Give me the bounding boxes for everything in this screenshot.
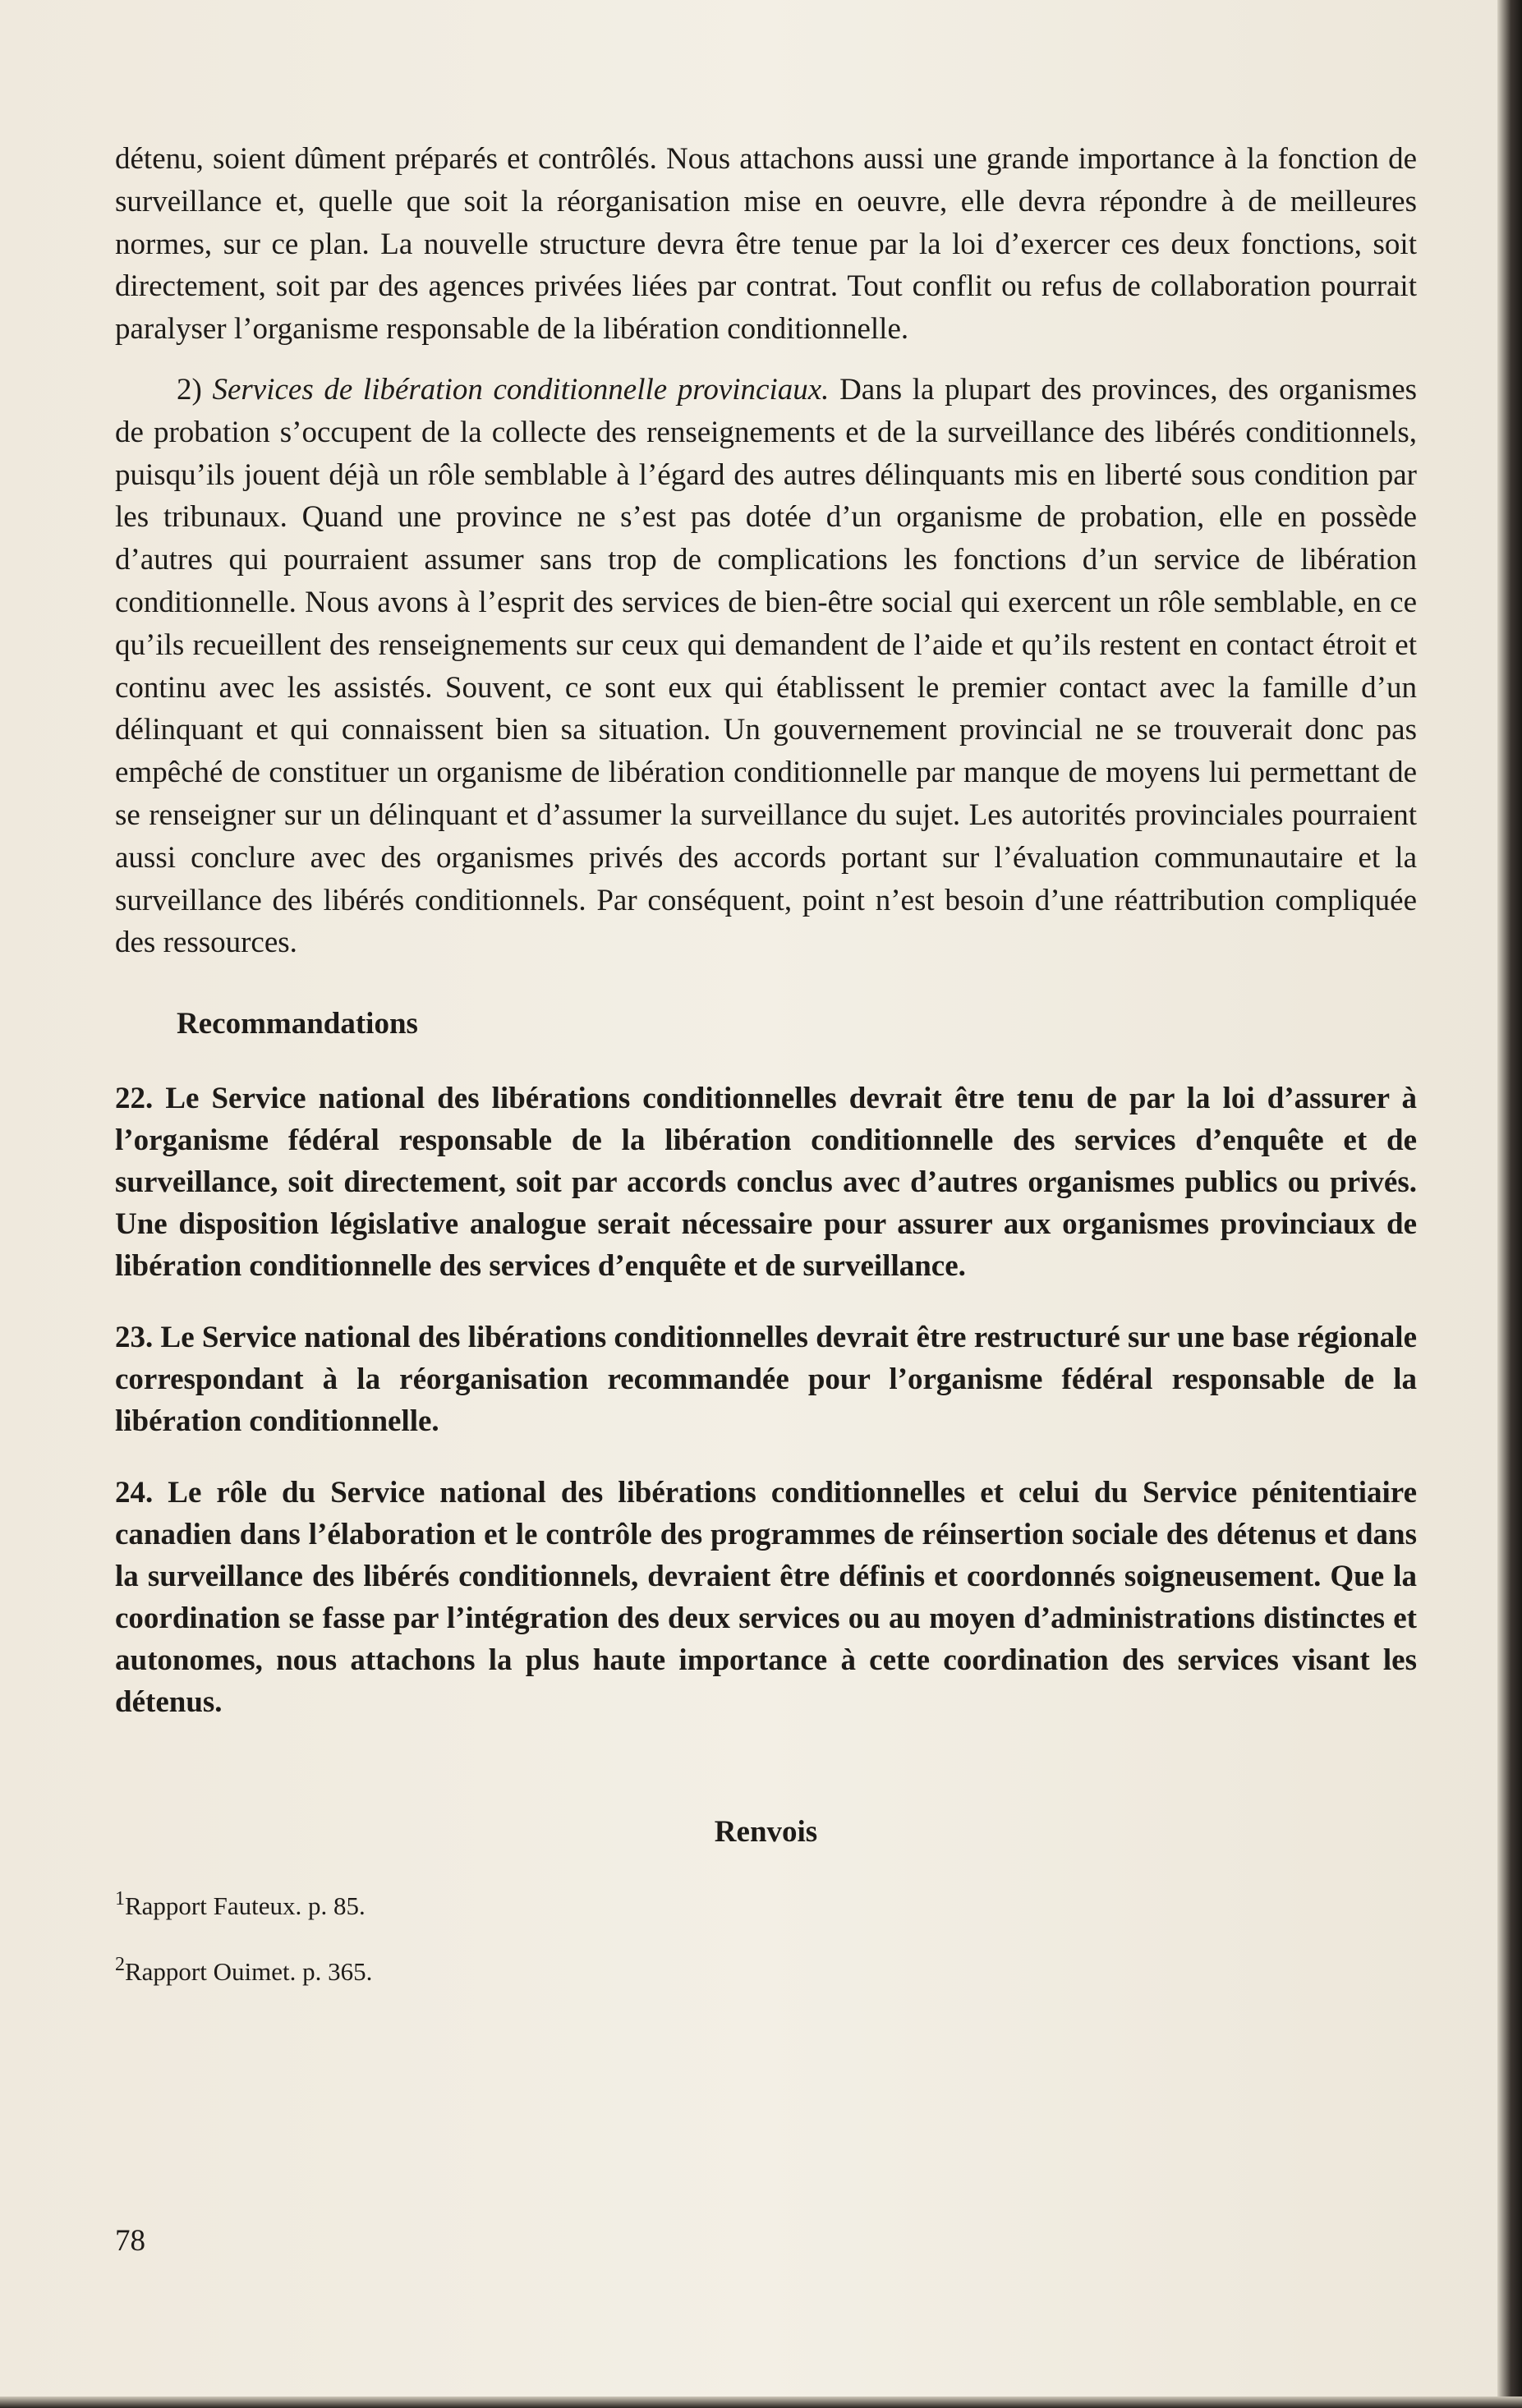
paragraph-1: détenu, soient dûment préparés et contrôlés. Nous attachons aussi une grande importance à la fonction de surveillance et, quelle que soit la réorganisation mise en oeuvre, elle devra répondre à de meilleures normes, sur ce plan. La nouvelle structure devra être tenue par la loi d’exercer ces deux fonctions, soit directement, soit par des agences privées liées par contrat. Tout conflit ou refus de collaboration pourrait paralyser l’organisme responsable de la libération conditionnelle. <box>115 142 1417 347</box>
footnote-1-text: Rapport Fauteux. p. 85. <box>125 1891 366 1921</box>
page-number: 78 <box>115 2224 145 2258</box>
page-bottom-edge <box>0 2397 1522 2408</box>
footnote-2-text: Rapport Ouimet. p. 365. <box>125 1957 373 1987</box>
paragraph-2-text: Dans la plupart des provinces, des organismes de probation s’occupent de la collecte des renseignements et de la surveillance des libérés conditionnels, puisqu’ils jouent déjà un rôle semblable à l’égard des autres délinquants mis en liberté sous condition par les tribunaux. Quand une province ne s’est pas dotée d’un organisme de probation, elle en possède d’autres qui pourraient assumer sans trop de complications les fonctions d’un service de libération conditionnelle. Nous avons à l’esprit des services de bien-être social qui exercent un rôle semblable, en ce qu’ils recueillent des renseignements sur ceux qui demandent de l’aide et qu’ils restent en contact étroit et continu avec les assistés. Souvent, ce sont eux qui établissent le premier contact avec la famille d’un délinquant et qui connaissent bien sa situation. Un gouvernement provincial ne se trouverait donc pas empêché de constituer un organisme de libération conditionnelle par manque de moyens lui permettant de se renseigner sur un délinquant et d’assumer la surveillance du sujet. Les autorités provinciales pourraient aussi conclure avec des organismes privés des accords portant sur l’évaluation communautaire et la surveillance des libérés conditionnels. Par conséquent, point n’est besoin d’une réattribution compliquée des ressources. <box>115 372 1418 960</box>
footnote-2 <box>115 1955 1417 1989</box>
page-content <box>115 138 1417 2020</box>
recommendation-22: 22. Le Service national des libérations conditionnelles devrait être tenu de par la loi d’assurer à l’organisme fédéral responsable de la libération conditionnelle des services d’enquête et de surveillance, soit directement, soit par accords conclus avec d’autres organismes publics ou privés. Une disposition législative analogue serait nécessaire pour assurer aux organismes provinciaux de libération conditionnelle des services d’enquête et de surveillance. <box>115 1082 1417 1284</box>
recommendation-23: 23. Le Service national des libérations conditionnelles devrait être restructuré sur une base régionale correspondant à la réorganisation recommandée pour l’organisme fédéral responsable de la libération conditionnelle. <box>115 1321 1417 1439</box>
recommendation-24: 24. Le rôle du Service national des libérations conditionnelles et celui du Service pénitentiaire canadien dans l’élaboration et le contrôle des programmes de réinsertion sociale des détenus et dans la surveillance des libérés conditionnels, devraient être définis et coordonnés soigneusement. Que la coordination se fasse par l’intégration des deux services ou au moyen d’administrations distinctes et autonomes, nous attachons la plus haute importance à cette coordination des services visant les détenus. <box>115 1476 1417 1720</box>
footnote-2-mark: 2 <box>115 1954 125 1976</box>
paragraph-2 <box>115 369 1417 964</box>
paragraph-2-number: 2) <box>177 372 202 407</box>
page-edge-shadow <box>1497 0 1522 2408</box>
paragraph-2-title: Services de libération conditionnelle provinciaux. <box>212 372 830 407</box>
footnote-1-mark: 1 <box>115 1888 125 1910</box>
references-heading: Renvois <box>714 1815 818 1850</box>
footnote-1 <box>115 1889 1417 1923</box>
recommendations-heading: Recommandations <box>177 1007 418 1041</box>
